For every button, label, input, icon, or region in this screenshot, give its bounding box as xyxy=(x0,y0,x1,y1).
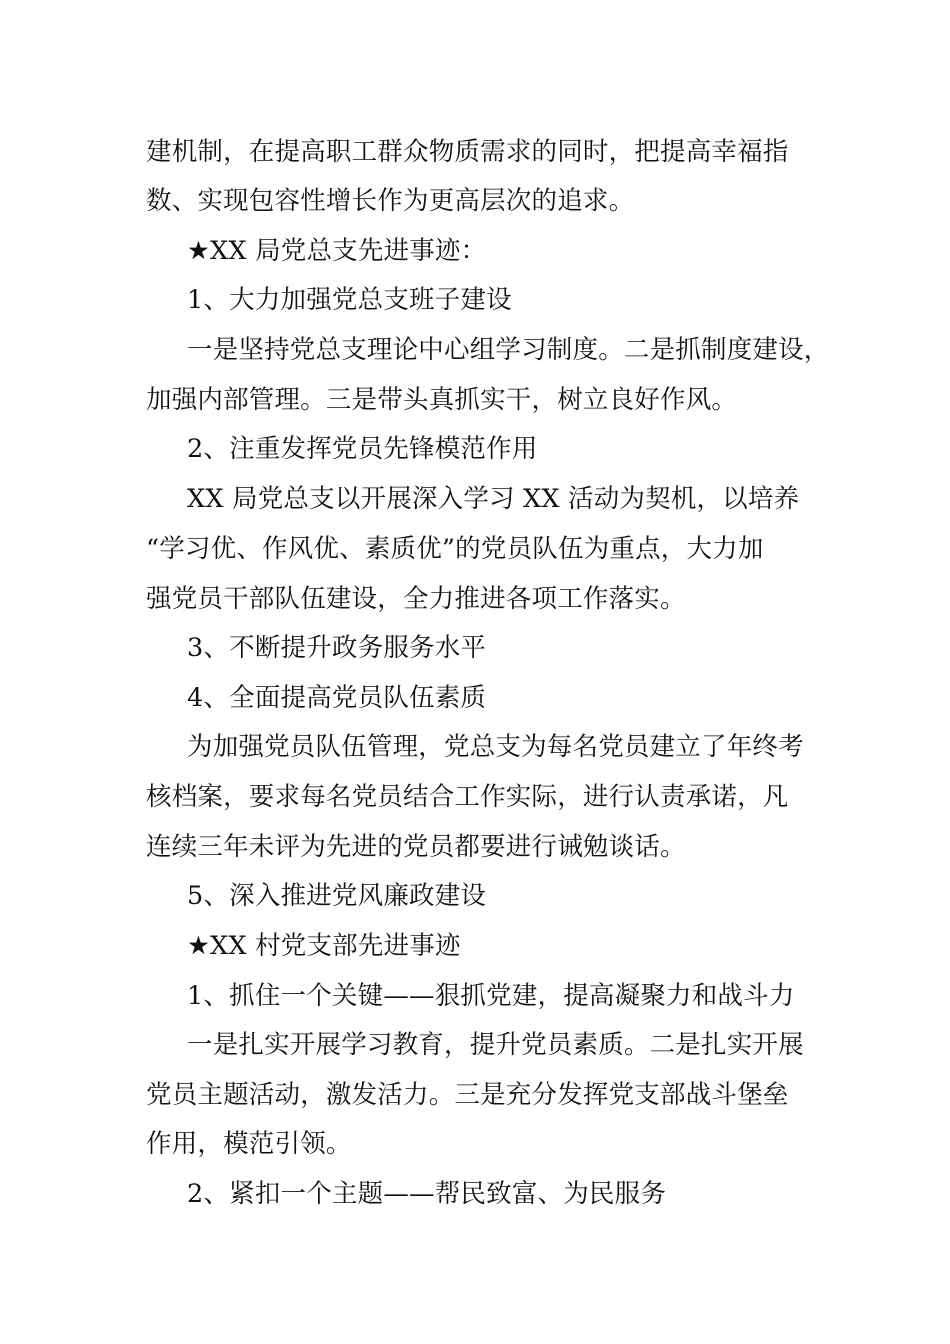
body-text-line: 核档案，要求每名党员结合工作实际，进行认责承诺，凡 xyxy=(146,782,789,812)
body-text-line: 强党员干部队伍建设，全力推进各项工作落实。 xyxy=(146,584,686,614)
body-text-line: 一是扎实开展学习教育，提升党员素质。二是扎实开展 xyxy=(187,1030,804,1060)
subsection-heading: 1、大力加强党总支班子建设 xyxy=(187,285,512,315)
subsection-heading: 2、紧扣一个主题——帮民致富、为民服务 xyxy=(187,1179,667,1209)
body-text-line: 一是坚持党总支理论中心组学习制度。二是抓制度建设， xyxy=(187,335,830,365)
body-text-line: 连续三年未评为先进的党员都要进行诫勉谈话。 xyxy=(146,832,686,862)
subsection-heading: 1、抓住一个关键——狠抓党建，提高凝聚力和战斗力 xyxy=(187,981,795,1011)
body-text-line: 建机制，在提高职工群众物质需求的同时，把提高幸福指 xyxy=(146,137,789,167)
body-text-line: 为加强党员队伍管理，党总支为每名党员建立了年终考 xyxy=(187,732,804,762)
subsection-heading: 2、注重发挥党员先锋模范作用 xyxy=(187,434,538,464)
body-text-line: 数、实现包容性增长作为更高层次的追求。 xyxy=(146,186,635,216)
section-heading: ★XX 局党总支先进事迹： xyxy=(187,236,487,266)
body-text-line: XX 局党总支以开展深入学习 XX 活动为契机，以培养 xyxy=(187,484,800,514)
subsection-heading: 4、全面提高党员队伍素质 xyxy=(187,683,487,713)
body-text-line: 加强内部管理。三是带头真抓实干，树立良好作风。 xyxy=(146,385,738,415)
section-heading: ★XX 村党支部先进事迹 xyxy=(187,931,461,961)
body-text-line: “学习优、作风优、素质优”的党员队伍为重点，大力加 xyxy=(146,534,764,564)
subsection-heading: 5、深入推进党风廉政建设 xyxy=(187,881,487,911)
subsection-heading: 3、不断提升政务服务水平 xyxy=(187,633,487,663)
body-text-line: 党员主题活动，激发活力。三是充分发挥党支部战斗堡垒 xyxy=(146,1080,789,1110)
body-text-line: 作用，模范引领。 xyxy=(146,1129,352,1159)
